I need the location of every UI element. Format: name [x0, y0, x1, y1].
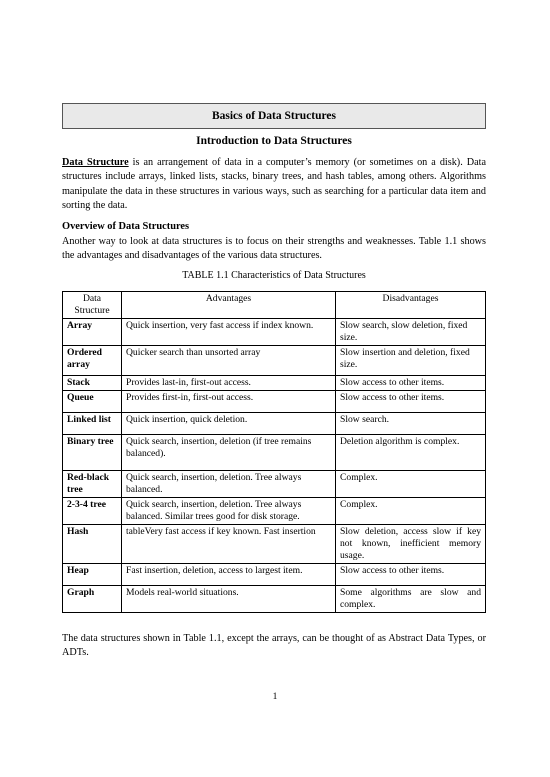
- row-disadvantages: Some algorithms are slow and complex.: [336, 586, 486, 613]
- row-advantages: tableVery fast access if key known. Fast insertion: [122, 525, 336, 564]
- row-name: Linked list: [63, 413, 122, 435]
- table-header-row: [63, 292, 486, 319]
- row-name: Ordered array: [63, 346, 122, 376]
- header-data-structure: Data Structure: [63, 292, 122, 319]
- row-name: Hash: [63, 525, 122, 564]
- table-row: [63, 376, 486, 391]
- row-advantages: Quick search, insertion, deletion. Tree always balanced. Similar trees good for disk storage.: [122, 498, 336, 525]
- row-disadvantages: Slow search, slow deletion, fixed size.: [336, 319, 486, 346]
- table-row: [63, 564, 486, 586]
- overview-paragraph: Another way to look at data structures is to focus on their strengths and weaknesses. Table 1.1 shows the advantages and disadvantages of the various data structures.: [62, 236, 486, 262]
- row-advantages: Quick search, insertion, deletion. Tree always balanced.: [122, 471, 336, 498]
- row-disadvantages: Complex.: [336, 471, 486, 498]
- row-name: Array: [63, 319, 122, 346]
- header-disadvantages: Disadvantages: [336, 292, 486, 319]
- table-row: [63, 346, 486, 376]
- closing-paragraph: The data structures shown in Table 1.1, except the arrays, can be thought of as Abstract Data Types, or ADTs.: [62, 633, 486, 659]
- row-disadvantages: Slow access to other items.: [336, 564, 486, 586]
- row-advantages: Models real-world situations.: [122, 586, 336, 613]
- row-disadvantages: Complex.: [336, 498, 486, 525]
- section-subtitle: Introduction to Data Structures: [196, 135, 352, 147]
- table-row: [63, 525, 486, 564]
- table-caption: TABLE 1.1 Characteristics of Data Structures: [182, 270, 366, 281]
- row-advantages: Quick insertion, very fast access if index known.: [122, 319, 336, 346]
- table-row: [63, 471, 486, 498]
- header-advantages: Advantages: [122, 292, 336, 319]
- table-row: [63, 435, 486, 471]
- row-name: Queue: [63, 391, 122, 413]
- row-disadvantages: Slow deletion, access slow if key not known, inefficient memory usage.: [336, 525, 486, 564]
- document-title-box: [62, 103, 486, 129]
- table-row: [63, 319, 486, 346]
- characteristics-table: [62, 291, 486, 613]
- row-name: Red-black tree: [63, 471, 122, 498]
- row-disadvantages: Slow access to other items.: [336, 376, 486, 391]
- document-title: Basics of Data Structures: [211, 110, 337, 122]
- row-advantages: Quick insertion, quick deletion.: [122, 413, 336, 435]
- row-advantages: Quicker search than unsorted array: [122, 346, 336, 376]
- intro-term: Data Structure: [62, 157, 129, 168]
- intro-paragraph: [62, 156, 486, 214]
- row-name: Binary tree: [63, 435, 122, 471]
- row-advantages: Fast insertion, deletion, access to largest item.: [122, 564, 336, 586]
- row-disadvantages: Slow search.: [336, 413, 486, 435]
- row-advantages: Provides first-in, first-out access.: [122, 391, 336, 413]
- table-row: [63, 413, 486, 435]
- row-advantages: Provides last-in, first-out access.: [122, 376, 336, 391]
- row-disadvantages: Slow insertion and deletion, fixed size.: [336, 346, 486, 376]
- row-name: Heap: [63, 564, 122, 586]
- row-name: Graph: [63, 586, 122, 613]
- row-name: Stack: [63, 376, 122, 391]
- row-disadvantages: Slow access to other items.: [336, 391, 486, 413]
- row-disadvantages: Deletion algorithm is complex.: [336, 435, 486, 471]
- overview-heading: Overview of Data Structures: [62, 221, 190, 232]
- page-number: 1: [272, 692, 278, 702]
- table-row: [63, 498, 486, 525]
- row-name: 2-3-4 tree: [63, 498, 122, 525]
- table-row: [63, 586, 486, 613]
- table-row: [63, 391, 486, 413]
- row-advantages: Quick search, insertion, deletion (if tree remains balanced).: [122, 435, 336, 471]
- intro-text: is an arrangement of data in a computer’s memory (or sometimes on a disk). Data structures include arrays, linked lists, stacks, binary trees, and hash tables, among others. Algorithms manipulate the data in these structures in various ways, such as searching for a particular data item and sorting the data.: [62, 157, 486, 212]
